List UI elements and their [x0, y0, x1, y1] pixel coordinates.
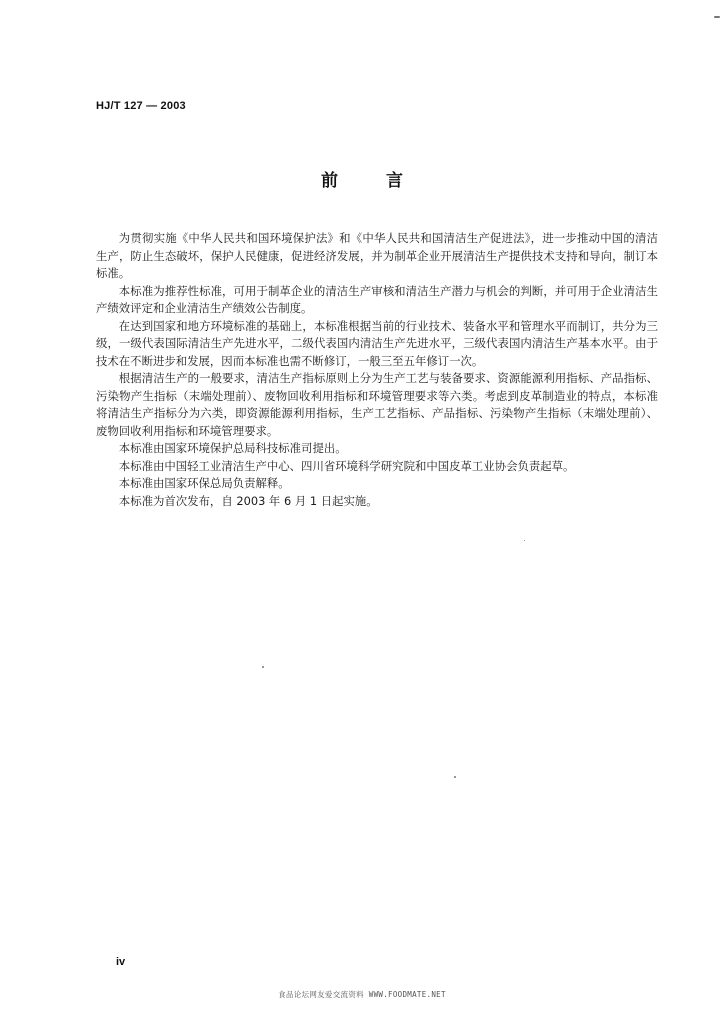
watermark: 食品论坛网友爱交流资料 WWW.FOODMATE.NET — [278, 990, 446, 999]
paragraph-proposer: 本标准由国家环境保护总局科技标准司提出。 — [118, 441, 347, 455]
paragraph-levels: 在达到国家和地方环境标准的基础上，本标准根据当前的行业技术、装备水平和管理水平而制订，共分为三级，一级代表国际清洁生产先进水平，二级代表国内清洁生产先进水平，三级代表国内清洁生产基本水平。由于技术在不断进步和发展，因而本标准也需不断修订，一般三至五年修订一次。 — [96, 318, 658, 368]
scan-speck — [262, 666, 264, 668]
standard-code: HJ/T 127 — 2003 — [96, 100, 186, 112]
paragraph-scope: 本标准为推荐性标准，可用于制革企业的清洁生产审核和清洁生产潜力与机会的判断，并可用于企业清洁生产绩效评定和企业清洁生产绩效公告制度。 — [96, 283, 658, 315]
preface-body — [96, 230, 658, 510]
scan-speck — [454, 776, 456, 778]
paragraph-effective-date: 本标准为首次发布，自 2003 年 6 月 1 日起实施。 — [118, 493, 378, 508]
scan-speck — [524, 540, 525, 541]
paragraph-purpose: 为贯彻实施《中华人民共和国环境保护法》和《中华人民共和国清洁生产促进法》，进一步推动中国的清洁生产，防止生态破坏，保护人民健康，促进经济发展，并为制革企业开展清洁生产提供技术支持和导向，制订本标准。 — [96, 231, 658, 280]
page-number: iv — [116, 956, 126, 968]
paragraph-drafters: 本标准由中国轻工业清洁生产中心、四川省环境科学研究院和中国皮革工业协会负责起草。 — [118, 458, 575, 473]
paragraph-interpretation: 本标准由国家环保总局负责解释。 — [118, 476, 290, 490]
scan-speck — [714, 16, 720, 18]
page-title: 前言 — [321, 171, 451, 191]
paragraph-indicators: 根据清洁生产的一般要求，清洁生产指标原则上分为生产工艺与装备要求、资源能源利用指标、产品指标、污染物产生指标（末端处理前）、废物回收利用指标和环境管理要求等六类。考虑到皮革制造业的特点，本标准将清洁生产指标分为六类，即资源能源利用指标，生产工艺指标、产品指标、污染物产生指标（末端处理前）、废物回收利用指标和环境管理要求。 — [96, 371, 658, 438]
